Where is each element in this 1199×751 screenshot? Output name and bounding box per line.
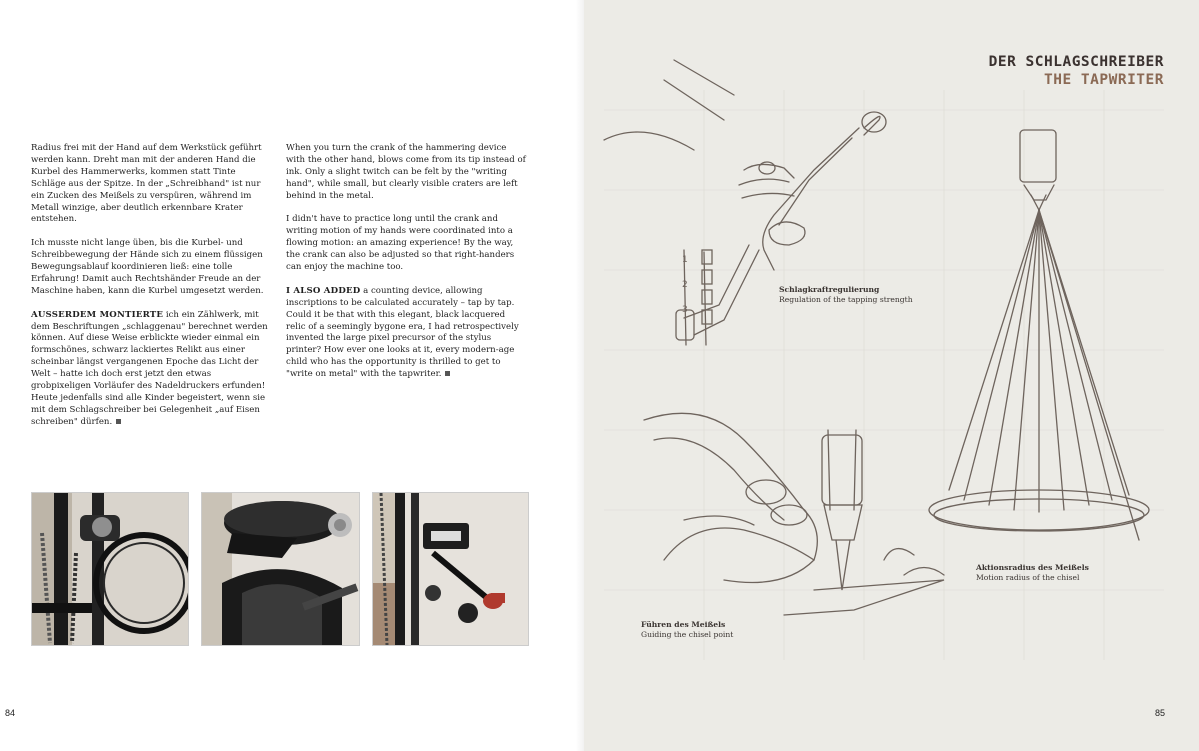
photo-roller-closeup-image [202,493,359,645]
chisel-cone-sketch [929,130,1149,540]
end-mark-icon [445,371,450,376]
caption-guiding-en: Guiding the chisel point [641,630,734,639]
english-paragraph-1: When you turn the crank of the hammering device with the other hand, blows come from its tip instead of ink. Only a slight twitch can be felt by the "writing hand", while small, but clearly visible craters are left behind in the metal. [286,143,526,201]
sketch-number-1: 1 [682,255,688,265]
caption-tapping-de: Schlagkraftregulierung [779,285,880,294]
english-paragraph-3-lead: I ALSO ADDED [286,285,361,296]
sketch-number-2: 2 [682,280,688,290]
german-paragraph-2: Ich musste nicht lange üben, bis die Kurbel- und Schreibbewegung der Hände sich zu einem flüssigen Bewegungsablauf koordinieren ließ: eine tolle Erfahrung! Damit auch Rechtshänder Freude an der Maschine haben, kann die Kurbel umgesetzt werden. [31,238,264,296]
page-number-left: 84 [5,708,16,718]
english-text-column [286,143,526,393]
caption-motion-de: Aktionsradius des Meißels [976,563,1089,572]
sketch-number-marks [682,255,688,315]
page-number-right: 85 [1155,708,1166,718]
photo-roller-closeup [201,492,360,646]
photo-chain-wheel [31,492,189,646]
caption-tapping-strength [779,285,913,305]
english-paragraph-3-text: a counting device, allowing inscriptions to be calculated accurately – tap by tap. Could it be that with this elegant, black lacquered relic of a seemingly bygone era, I had retrospectively invented the large pixel precursor of the stylus printer? How ever one looks at it, every modern-age child who has the opportunity is thrilled to get to "write on metal" with the tapwriter. [286,285,519,380]
title-english: THE TAPWRITER [1044,72,1164,88]
caption-tapping-en: Regulation of the tapping strength [779,295,913,304]
german-paragraph-1: Radius frei mit der Hand auf dem Werkstück geführt werden kann. Dreht man mit der anderen Hand die Kurbel des Hammerwerks, kommen statt Tinte Schläge aus der Spitze. In der „Schreibhand" ist nur ein Zucken des Meißels zu verspüren, während im Metall winzige, aber deutlich erkennbare Krater entstehen. [31,143,262,225]
german-text-column [31,143,271,441]
english-paragraph-3 [286,286,526,381]
right-page [584,0,1199,751]
left-page [0,0,584,751]
english-paragraph-2: I didn't have to practice long until the crank and writing motion of my hands were coordinated into a flowing motion: an amazing experience! By the way, the crank can also be adjusted so that right-handers can enjoy the machine too. [286,214,515,273]
caption-guiding-chisel [641,620,733,640]
photo-counter-crank-image [373,493,528,645]
end-mark-icon [116,419,121,424]
german-paragraph-3 [31,310,271,429]
hand-chisel-sketch [644,413,944,615]
photo-chain-wheel-image [32,493,188,645]
german-paragraph-3-text: ich ein Zählwerk, mit dem Beschriftungen „schlaggenau" berechnet werden können. Auf diese Weise erblickte wieder einmal ein formschönes, schwarz lackiertes Relikt aus einer scheinbar längst vergangenen Epoche das Licht der Welt – hatte ich doch erst jetzt den etwas grobpixeligen Vorläufer des Nadeldruckers erfunden! Heute jedenfalls sind alle Kinder begeistert, wenn sie mit dem Schlagschreiber bei Gelegenheit „auf Eisen schreiben" dürfen. [31,309,268,427]
german-paragraph-3-lead: AUSSERDEM MONTIERTE [31,309,164,320]
title-german: DER SCHLAGSCHREIBER [988,54,1164,70]
caption-motion-en: Motion radius of the chisel [976,573,1080,582]
caption-guiding-de: Führen des Meißels [641,620,726,629]
sketch-number-3: 3 [682,305,688,315]
photo-counter-crank [372,492,529,646]
caption-motion-radius [976,563,1089,583]
